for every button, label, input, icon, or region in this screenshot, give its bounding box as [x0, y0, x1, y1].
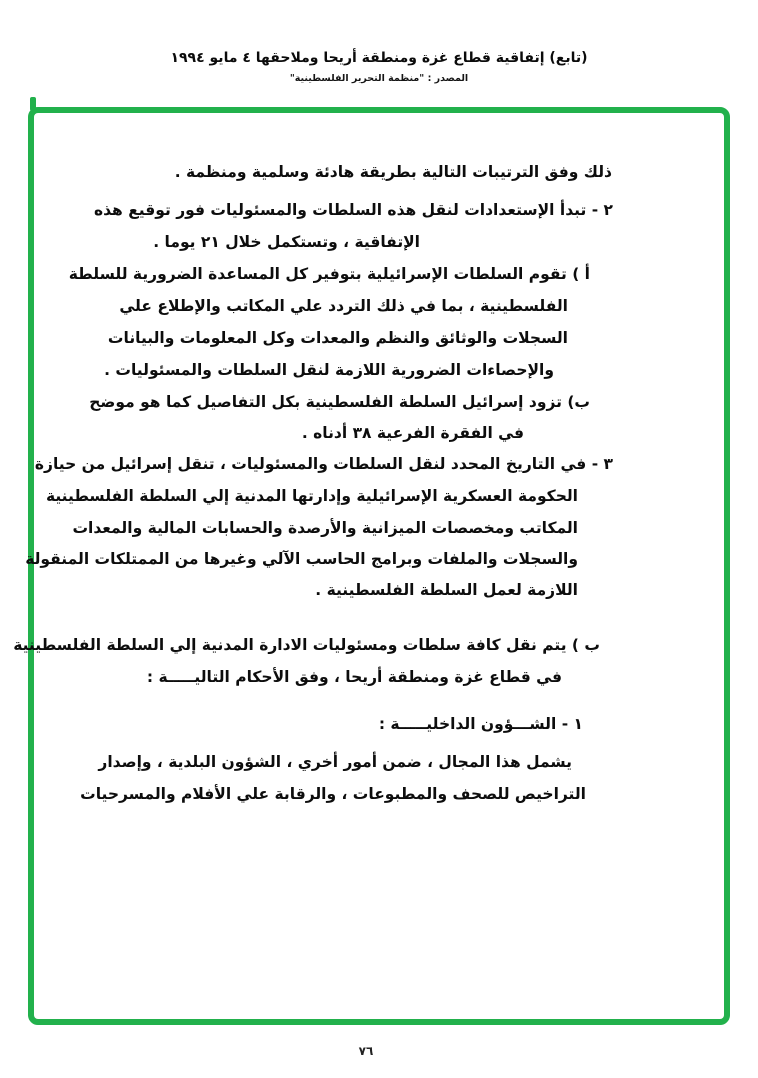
page-number: ٧٦ [358, 1044, 374, 1058]
clause-3-line: ٣ - في التاريخ المحدد لنقل السلطات والمسئوليات ، تنقل إسرائيل من حيازة [34, 455, 613, 473]
clause-3-line: المكاتب ومخصصات الميزانية والأرصدة والحسابات المالية والمعدات [72, 519, 578, 537]
subclause-b-line: ب) تزود إسرائيل السلطة الفلسطينية بكل التفاصيل كما هو موضح [89, 393, 590, 411]
clause-3-line: اللازمة لعمل السلطة الفلسطينية . [315, 581, 578, 599]
page-header [0, 50, 758, 84]
item-1-line: يشمل هذا المجال ، ضمن أمور أخري ، الشؤون البلدية ، وإصدار [98, 753, 572, 771]
subclause-a-line: أ ) تقوم السلطات الإسرائيلية بتوفير كل المساعدة الضرورية للسلطة [68, 265, 590, 283]
body-line: ذلك وفق الترتيبات التالية بطريقة هادئة وسلمية ومنظمة . [174, 163, 612, 181]
frame-corner-overshoot [30, 97, 36, 111]
section-b-line: ب ) يتم نقل كافة سلطات ومسئوليات الادارة المدنية إلي السلطة الفلسطينية [13, 636, 600, 654]
clause-2-line: ٢ - تبدأ الإستعدادات لنقل هذه السلطات والمسئوليات فور توقيع هذه [93, 201, 613, 219]
section-b-line: في قطاع غزة ومنطقة أريحا ، وفق الأحكام التاليـــــة : [146, 668, 562, 686]
subclause-a-line: والإحصاءات الضرورية اللازمة لنقل السلطات والمسئوليات . [104, 361, 554, 379]
item-1-line: التراخيص للصحف والمطبوعات ، والرقابة علي الأفلام والمسرحيات [80, 785, 586, 803]
clause-3-line: الحكومة العسكرية الإسرائيلية وإدارتها المدنية إلي السلطة الفلسطينية [45, 487, 578, 505]
subclause-b-line: في الفقرة الفرعية ٣٨ أدناه . [301, 424, 524, 442]
document-source: المصدر : "منظمة التحرير الفلسطينية" [289, 73, 469, 84]
document-title: (تابع) إتفاقية قطاع غزة ومنطقة أريحا وملاحقها ٤ مايو ١٩٩٤ [170, 50, 588, 66]
item-1-heading: ١ - الشـــؤون الداخليـــــة : [378, 715, 583, 733]
clause-3-line: والسجلات والملفات وبرامج الحاسب الآلي وغيرها من الممتلكات المنقولة [25, 550, 578, 568]
subclause-a-line: السجلات والوثائق والنظم والمعدات وكل المعلومات والبيانات [107, 329, 568, 347]
subclause-a-line: الفلسطينية ، بما في ذلك التردد علي المكاتب والإطلاع علي [119, 297, 568, 315]
clause-2-line: الإتفاقية ، وتستكمل خلال ٢١ يوما . [153, 233, 420, 251]
